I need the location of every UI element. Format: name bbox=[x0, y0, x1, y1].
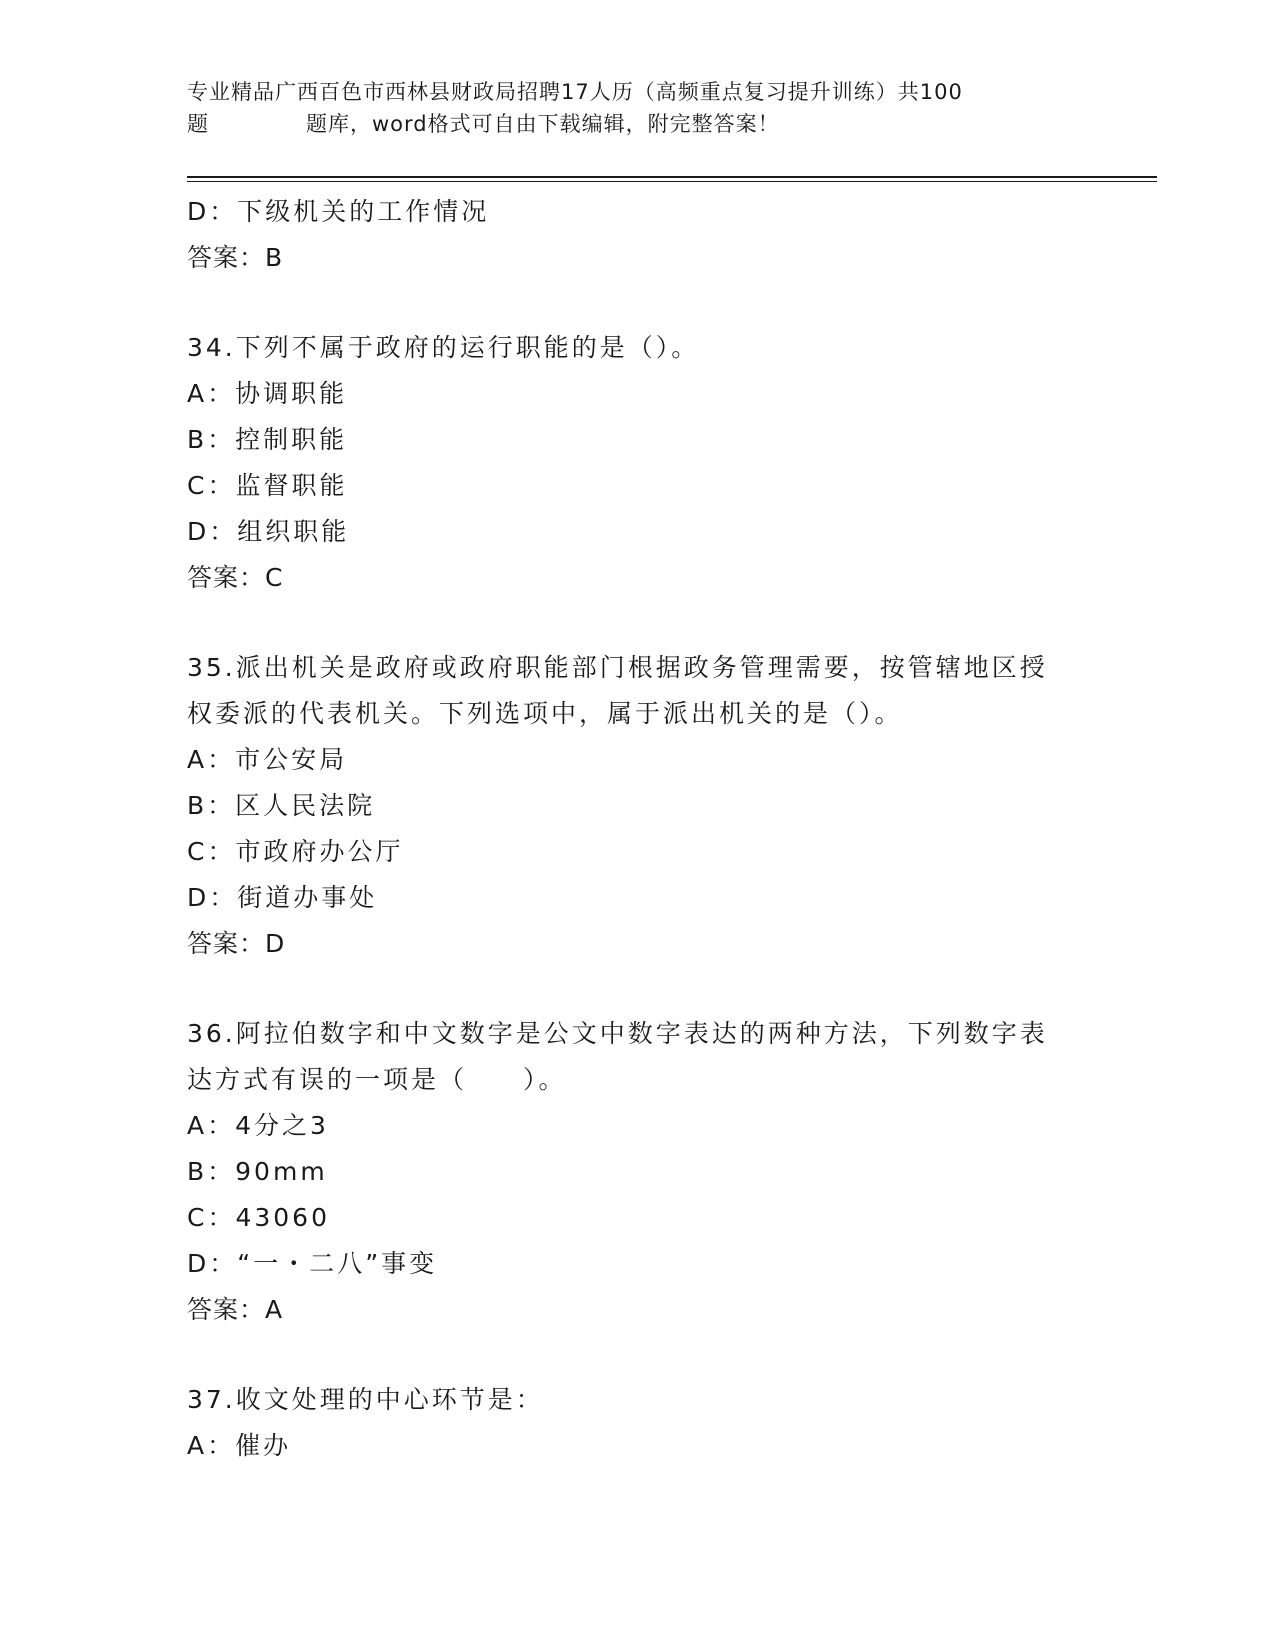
question-stem-line2: 权委派的代表机关。下列选项中，属于派出机关的是（）。 bbox=[187, 699, 903, 728]
answer: 答案：A bbox=[187, 1295, 284, 1324]
question-stem-line2: 达方式有误的一项是（ ）。 bbox=[187, 1065, 567, 1094]
header-title-line1: 专业精品广西百色市西林县财政局招聘17人历（高频重点复习提升训练）共100 bbox=[187, 80, 963, 104]
answer: 答案：C bbox=[187, 563, 284, 592]
document-header bbox=[187, 76, 1067, 140]
header-title-line2-left: 题 bbox=[187, 112, 209, 136]
option-b: B：区人民法院 bbox=[187, 791, 376, 820]
option-a: A：协调职能 bbox=[187, 379, 348, 408]
header-rule-thin bbox=[187, 181, 1157, 182]
option-a: A：4分之3 bbox=[187, 1111, 329, 1140]
option-b: B：控制职能 bbox=[187, 425, 348, 454]
header-title-line2 bbox=[187, 108, 1067, 140]
question-list bbox=[187, 189, 1087, 1469]
option-d: D：街道办事处 bbox=[187, 883, 378, 912]
option-c: C：市政府办公厅 bbox=[187, 837, 404, 866]
option-c: C：43060 bbox=[187, 1203, 330, 1232]
option-b: B：90mm bbox=[187, 1157, 328, 1186]
question-stem: 37.收文处理的中心环节是： bbox=[187, 1385, 544, 1414]
previous-question-tail bbox=[187, 189, 1087, 281]
question-35 bbox=[187, 645, 1087, 967]
option-c: C：监督职能 bbox=[187, 471, 348, 500]
option-a: A：催办 bbox=[187, 1431, 292, 1460]
header-rule-thick bbox=[187, 176, 1157, 178]
answer: 答案：B bbox=[187, 243, 284, 272]
option-d: D：下级机关的工作情况 bbox=[187, 197, 490, 226]
option-d: D：“一・二八”事变 bbox=[187, 1249, 438, 1278]
question-37 bbox=[187, 1377, 1087, 1469]
question-36 bbox=[187, 1011, 1087, 1333]
question-34 bbox=[187, 325, 1087, 601]
option-d: D：组织职能 bbox=[187, 517, 350, 546]
answer: 答案：D bbox=[187, 929, 286, 958]
question-stem: 34.下列不属于政府的运行职能的是（）。 bbox=[187, 333, 700, 362]
option-a: A：市公安局 bbox=[187, 745, 348, 774]
question-stem-line1: 36.阿拉伯数字和中文数字是公文中数字表达的两种方法，下列数字表 bbox=[187, 1019, 1048, 1048]
header-title-line2-right: 题库，word格式可自由下载编辑，附完整答案！ bbox=[306, 112, 780, 136]
question-stem-line1: 35.派出机关是政府或政府职能部门根据政务管理需要，按管辖地区授 bbox=[187, 653, 1048, 682]
